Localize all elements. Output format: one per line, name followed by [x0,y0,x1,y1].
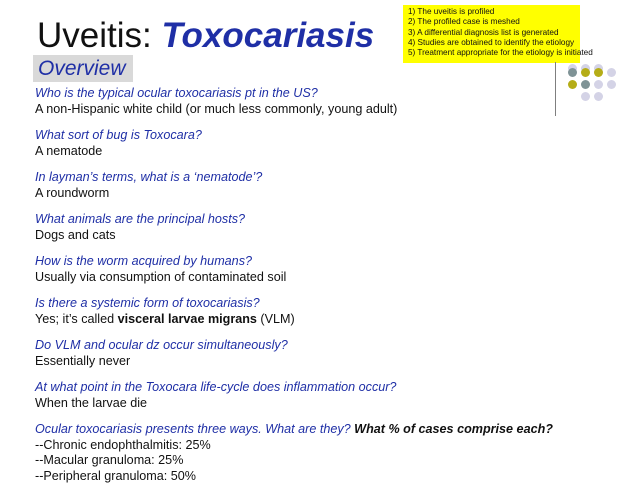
slide-body [35,86,630,484]
decorative-dot [607,68,616,77]
answer-text: A roundworm [35,186,630,202]
answer-bold-term: visceral larvae migrans [118,312,257,326]
answer-prefix: Yes; it’s called [35,312,118,326]
question-text [35,422,630,438]
decorative-dot [581,68,590,77]
step-item: 2) The profiled case is meshed [408,17,575,27]
step-item: 1) The uveitis is profiled [408,7,575,17]
answer-text: Usually via consumption of contaminated soil [35,270,630,286]
question-text: What sort of bug is Toxocara? [35,128,630,144]
steps-callout [403,5,580,63]
step-item: 5) Treatment appropriate for the etiology is initiated [408,48,575,58]
question-text: What animals are the principal hosts? [35,212,630,228]
step-item: 4) Studies are obtained to identify the etiology [408,38,575,48]
question-text: In layman’s terms, what is a ‘nematode’? [35,170,630,186]
question-text: Do VLM and ocular dz occur simultaneously? [35,338,630,354]
answer-text: A nematode [35,144,630,160]
answer-text: Dogs and cats [35,228,630,244]
question-text: How is the worm acquired by humans? [35,254,630,270]
answer-text: A non-Hispanic white child (or much less commonly, young adult) [35,102,630,118]
question-part: Ocular toxocariasis presents three ways. What are they? [35,422,351,436]
subtitle-text: Overview [38,55,126,82]
answer-suffix: (VLM) [257,312,295,326]
answer-text: Essentially never [35,354,630,370]
subtitle-box [33,55,133,82]
question-text: Is there a systemic form of toxocariasis? [35,296,630,312]
answer-text [35,312,630,328]
step-item: 3) A differential diagnosis list is generated [408,28,575,38]
decorative-dot [568,68,577,77]
answer-text: --Macular granuloma: 25% [35,453,630,469]
decorative-dot [594,68,603,77]
question-text: At what point in the Toxocara life-cycle does inflammation occur? [35,380,630,396]
title-emphasis: Toxocariasis [161,16,374,55]
slide-title [37,14,374,58]
answer-text: When the larvae die [35,396,630,412]
answer-text: --Peripheral granuloma: 50% [35,469,630,484]
answer-text: --Chronic endophthalmitis: 25% [35,438,630,454]
question-emphasis: What % of cases comprise each? [351,422,553,436]
title-prefix: Uveitis: [37,16,161,55]
question-text: Who is the typical ocular toxocariasis pt in the US? [35,86,630,102]
